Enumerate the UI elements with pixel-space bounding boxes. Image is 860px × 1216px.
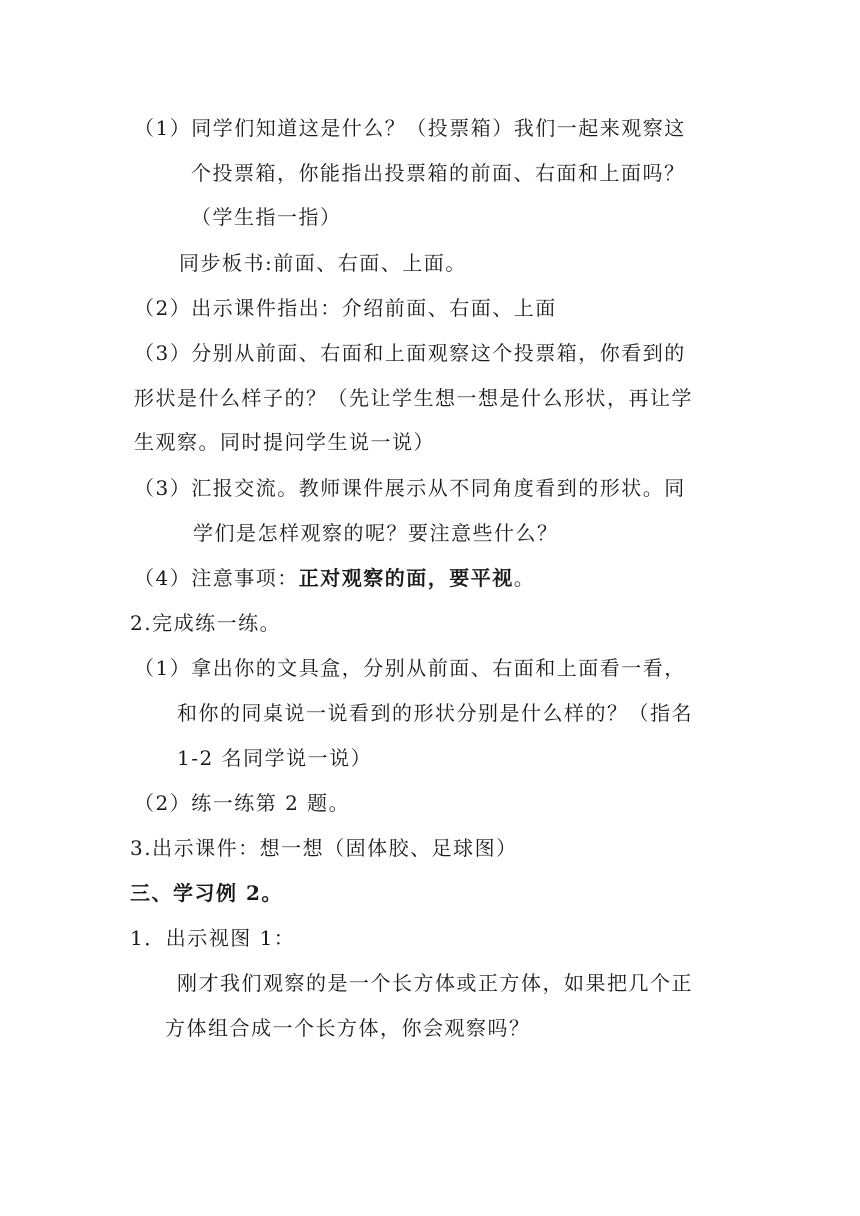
paragraph-line: [134, 564, 535, 592]
paragraph-line: （2）练一练第 2 题。: [134, 791, 351, 815]
section-item: 2.完成练一练。: [130, 611, 282, 635]
paragraph-line: 和你的同桌说一说看到的形状分别是什么样的？（指名: [177, 701, 693, 725]
paragraph-line: （学生指一指）: [191, 205, 342, 229]
note-label: （4）注意事项：: [134, 566, 299, 590]
paragraph-line: 生观察。同时提问学生说一说）: [134, 430, 435, 454]
section-item: 1．出示视图 1：: [130, 926, 296, 950]
paragraph-line: 1-2 名同学说一说）: [177, 746, 373, 770]
paragraph-line: （1）同学们知道这是什么？（投票箱）我们一起来观察这: [134, 116, 686, 140]
paragraph-line: 个投票箱，你能指出投票箱的前面、右面和上面吗？: [191, 161, 686, 185]
paragraph-line: （3）分别从前面、右面和上面观察这个投票箱，你看到的: [134, 341, 686, 365]
paragraph-line: 形状是什么样子的？（先让学生想一想是什么形状，再让学: [134, 386, 693, 410]
section-heading: 三、学习例 2。: [130, 881, 283, 905]
paragraph-line: 学们是怎样观察的呢？要注意些什么？: [193, 521, 559, 545]
paragraph-line: 同步板书:前面、右面、上面。: [179, 251, 467, 275]
note-period: 。: [513, 566, 536, 590]
paragraph-line: （1）拿出你的文具盒，分别从前面、右面和上面看一看，: [134, 656, 686, 680]
paragraph-line: 方体组合成一个长方体，你会观察吗？: [165, 1016, 531, 1040]
paragraph-line: （3）汇报交流。教师课件展示从不同角度看到的形状。同: [134, 476, 686, 500]
section-item: 3.出示课件：想一想（固体胶、足球图）: [130, 836, 518, 860]
paragraph-line: 刚才我们观察的是一个长方体或正方体，如果把几个正: [177, 971, 693, 995]
paragraph-line: （2）出示课件指出：介绍前面、右面、上面: [134, 296, 557, 320]
note-emphasis: 正对观察的面，要平视: [298, 566, 514, 590]
